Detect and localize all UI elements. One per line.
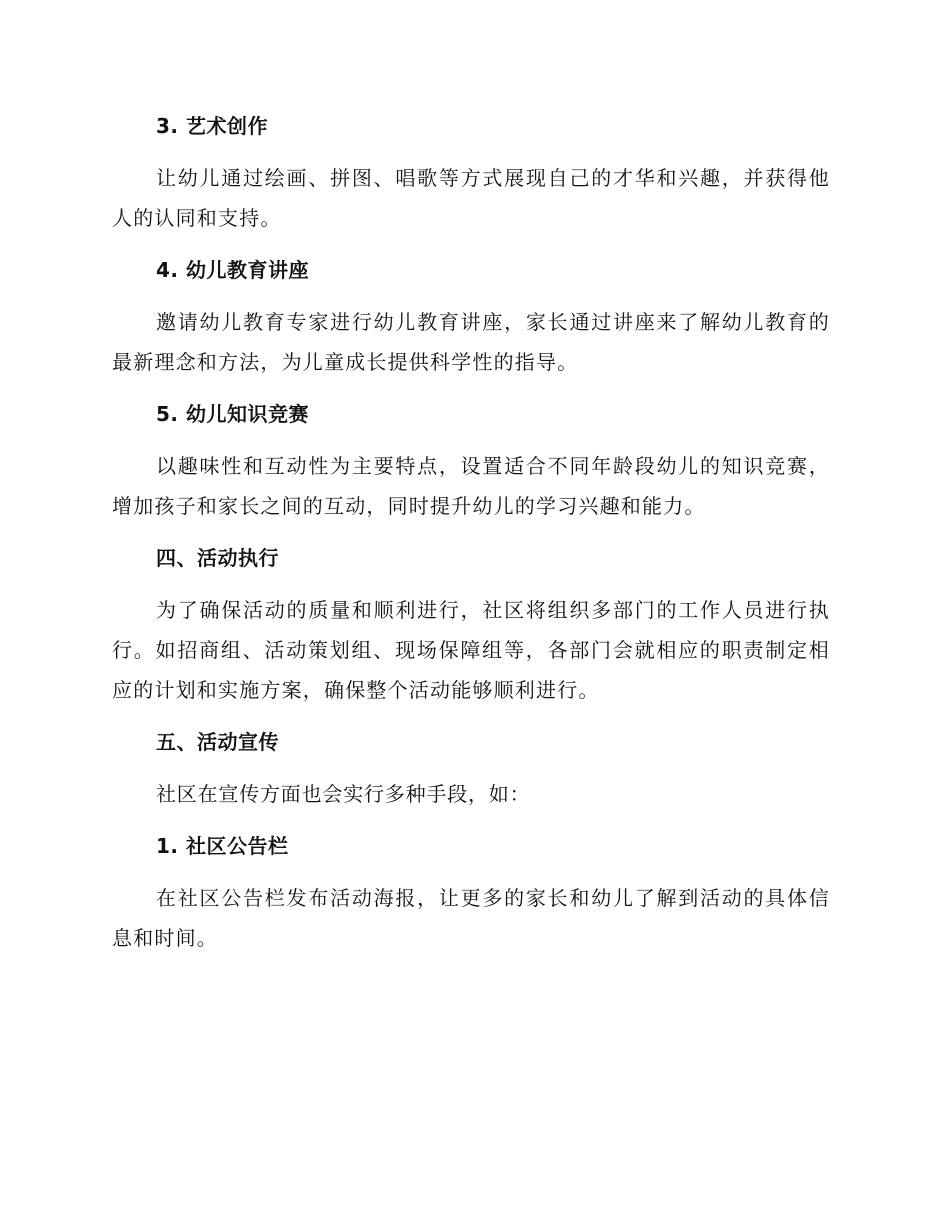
document-body <box>112 106 830 970</box>
section-heading-execution: 四、活动执行 <box>156 546 279 570</box>
paragraph-art-creation: 让幼儿通过绘画、拼图、唱歌等方式展现自己的才华和兴趣，并获得他人的认同和支持。 <box>112 166 830 230</box>
paragraph-bulletin-board: 在社区公告栏发布活动海报，让更多的家长和幼儿了解到活动的具体信息和时间。 <box>112 886 830 950</box>
paragraph-execution: 为了确保活动的质量和顺利进行，社区将组织多部门的工作人员进行执行。如招商组、活动策划组、现场保障组等，各部门会就相应的职责制定相应的计划和实施方案，确保整个活动能够顺利进行。 <box>112 598 830 702</box>
section-heading-art-creation: 3. 艺术创作 <box>156 114 268 138</box>
paragraph-promotion-intro: 社区在宣传方面也会实行多种手段，如： <box>156 782 531 806</box>
section-heading-education-lecture: 4. 幼儿教育讲座 <box>156 258 309 282</box>
section-heading-bulletin-board: 1. 社区公告栏 <box>156 834 289 858</box>
section-heading-promotion: 五、活动宣传 <box>156 730 279 754</box>
section-heading-knowledge-contest: 5. 幼儿知识竞赛 <box>156 402 309 426</box>
paragraph-knowledge-contest: 以趣味性和互动性为主要特点，设置适合不同年龄段幼儿的知识竞赛，增加孩子和家长之间的互动，同时提升幼儿的学习兴趣和能力。 <box>112 454 830 518</box>
paragraph-education-lecture: 邀请幼儿教育专家进行幼儿教育讲座，家长通过讲座来了解幼儿教育的最新理念和方法，为儿童成长提供科学性的指导。 <box>112 310 830 374</box>
